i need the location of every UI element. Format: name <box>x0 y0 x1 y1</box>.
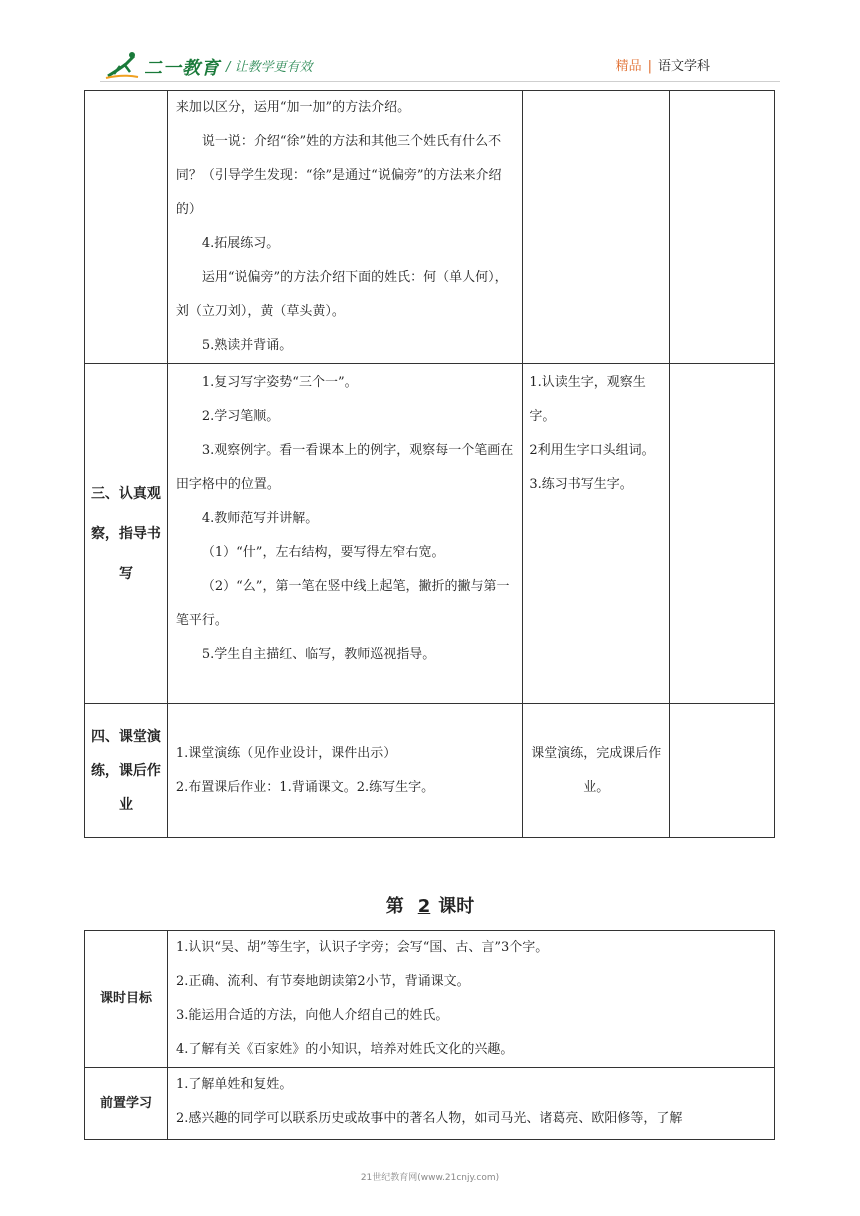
table-row <box>85 704 775 838</box>
teacher-activity-cell <box>167 364 523 704</box>
activity-line: 2.布置课后作业：1.背诵课文。2.练写生字。 <box>175 779 435 795</box>
activity-line: 5.学生自主描红、临写，教师巡视指导。 <box>201 647 436 662</box>
lesson-goals-table <box>84 930 775 1140</box>
activity-line: 3.观察例字。看一看课本上的例字，观察每一个笔画在田字格中的位置。 <box>175 443 514 492</box>
activity-line: 2.学习笔顺。 <box>201 409 280 424</box>
header-divider <box>100 81 780 82</box>
activity-line: （1）“什”，左右结构，要写得左窄右宽。 <box>201 545 445 560</box>
stage-cell: 四、课堂演练，课后作业 <box>85 704 168 838</box>
goal-line: 3.能运用合适的方法，向他人介绍自己的姓氏。 <box>176 1008 449 1023</box>
student-activity-cell <box>523 364 670 704</box>
goal-line: 2.正确、流利、有节奏地朗读第2小节，背诵课文。 <box>176 974 470 989</box>
lesson-prefix: 第 <box>385 896 404 917</box>
student-activity-cell <box>523 704 670 838</box>
stage-cell: 三、认真观察，指导书写 <box>85 364 168 704</box>
student-line: 3.练习书写生字。 <box>529 477 633 492</box>
pre-study-line: 1.了解单姓和复姓。 <box>176 1077 293 1092</box>
pre-study-cell <box>168 1068 775 1140</box>
table-row <box>85 931 775 1068</box>
teacher-activity-cell <box>167 704 523 838</box>
stage-cell <box>85 91 168 364</box>
activity-line: 运用“说偏旁”的方法介绍下面的姓氏：何（单人何），刘（立刀刘），黄（草头黄）。 <box>175 270 508 319</box>
student-line: 课堂演练，完成课后作业。 <box>531 745 662 795</box>
page-header <box>100 48 780 84</box>
logo-text: 二一教育 <box>144 58 220 79</box>
subject-label: 语文学科 <box>657 59 710 74</box>
table-row <box>85 1068 775 1140</box>
slogan: / 让教学更有效 <box>226 60 313 75</box>
page-footer: 21世纪教育网(www.21cnjy.com) <box>360 1173 500 1183</box>
subject-tag <box>616 55 710 74</box>
goal-line: 1.认识“吴、胡”等生字，认识子字旁；会写“国、古、言”3个字。 <box>176 940 549 955</box>
pre-study-line: 2.感兴趣的同学可以联系历史或故事中的著名人物，如司马光、诸葛亮、欧阳修等，了解 <box>176 1111 683 1126</box>
activity-line: 5.熟读并背诵。 <box>201 338 293 353</box>
runner-logo-icon <box>104 50 144 80</box>
lesson-suffix: 课时 <box>438 896 475 917</box>
note-cell <box>670 364 775 704</box>
table-row <box>85 91 775 364</box>
activity-line: 4.教师范写并讲解。 <box>201 511 319 526</box>
activity-line: 4.拓展练习。 <box>201 236 280 251</box>
lesson-process-table <box>84 90 775 838</box>
header-separator: | <box>647 59 652 74</box>
goals-cell <box>168 931 775 1068</box>
pre-study-label: 前置学习 <box>85 1068 168 1140</box>
activity-line: 1.复习写字姿势“三个一”。 <box>201 375 358 390</box>
teacher-activity-cell <box>167 91 523 364</box>
activity-line: 说一说：介绍“徐”姓的方法和其他三个姓氏有什么不同？（引导学生发现：“徐”是通过“说偏旁”的方法来介绍的） <box>175 134 502 217</box>
note-cell <box>670 91 775 364</box>
student-activity-cell <box>523 91 670 364</box>
lesson-number: 2 <box>417 896 431 917</box>
goal-line: 4.了解有关《百家姓》的小知识，培养对姓氏文化的兴趣。 <box>176 1042 514 1057</box>
activity-line: 1.课堂演练（见作业设计，课件出示） <box>175 745 397 761</box>
student-line: 2利用生字口头组词。 <box>529 443 655 458</box>
premium-tag: 精品 <box>615 59 642 74</box>
note-cell <box>670 704 775 838</box>
goals-label: 课时目标 <box>85 931 168 1068</box>
table-row <box>85 364 775 704</box>
lesson-title <box>0 892 860 918</box>
logo <box>104 50 344 80</box>
activity-line: 来加以区分，运用“加一加”的方法介绍。 <box>175 100 411 115</box>
activity-line: （2）“么”，第一笔在竖中线上起笔，撇折的撇与第一笔平行。 <box>175 579 510 628</box>
student-line: 1.认读生字，观察生字。 <box>529 375 646 424</box>
